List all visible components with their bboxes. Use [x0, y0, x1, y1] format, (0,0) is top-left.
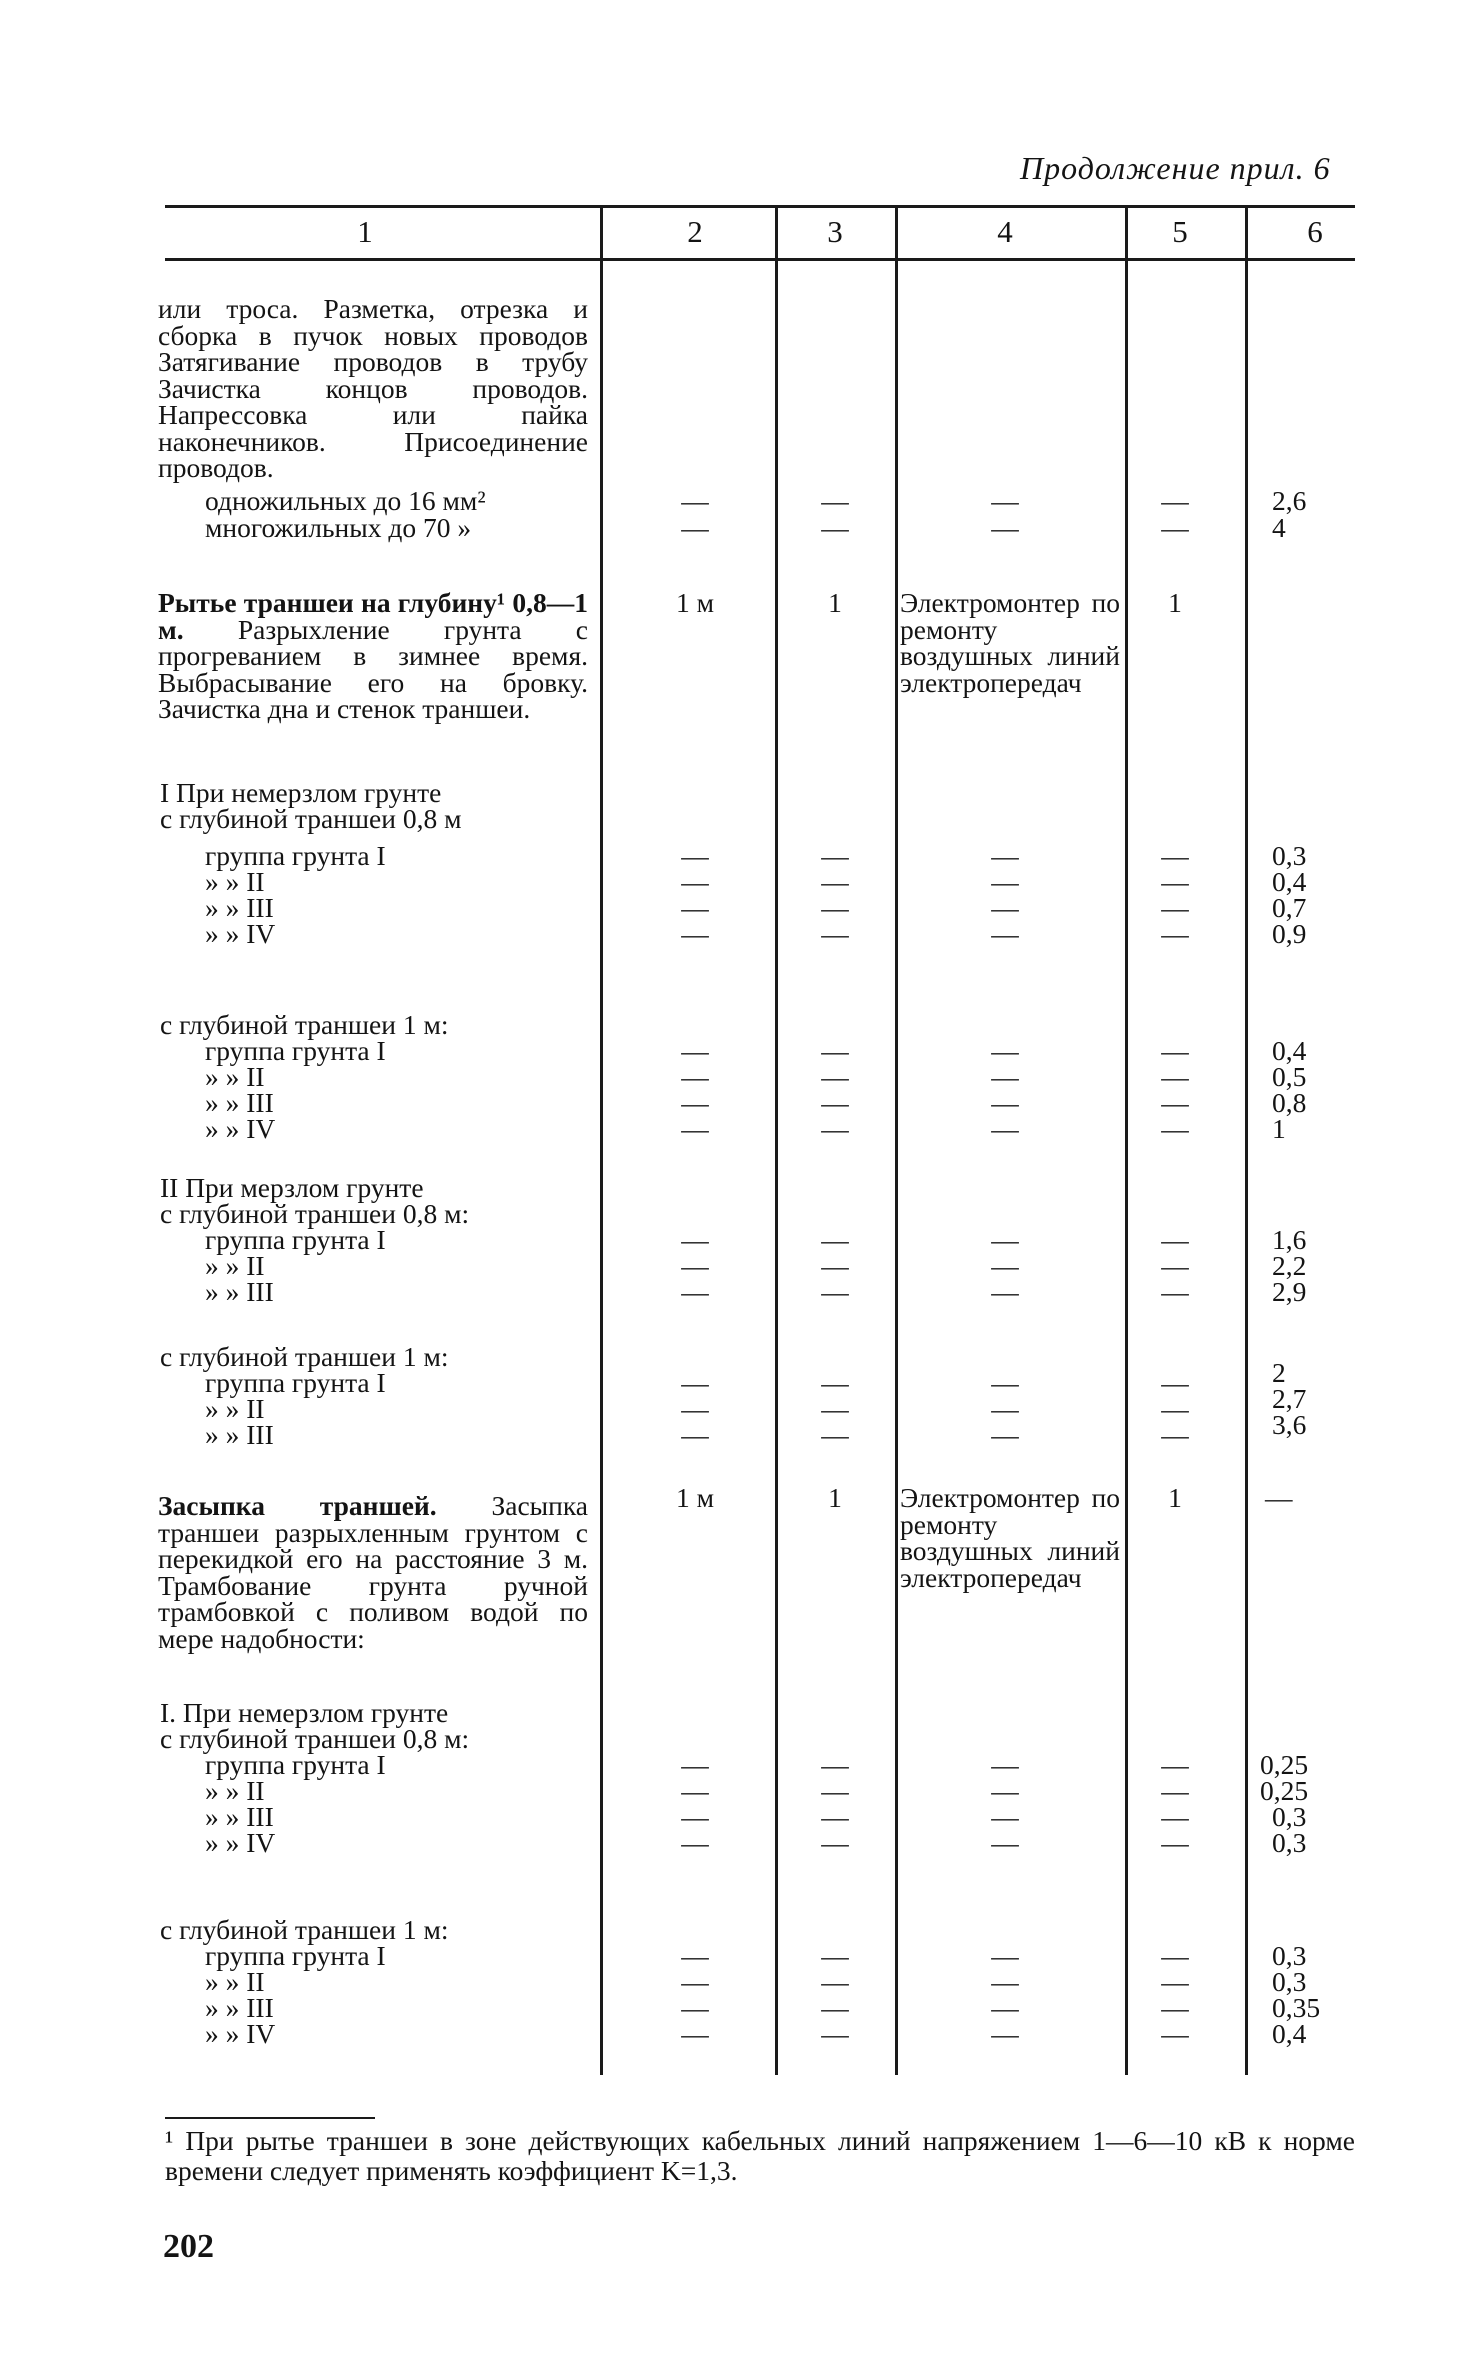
table-cell: —	[681, 1393, 709, 1424]
table-cell: —	[1161, 2018, 1189, 2049]
norm-value: 0,9	[1272, 918, 1307, 949]
table-cell: —	[821, 918, 849, 949]
list-item: » » III	[205, 1087, 274, 1118]
list-item: » » II	[205, 1775, 265, 1806]
worker-text: Электромонтер по ремонту воздушных линий электропередач	[900, 587, 1120, 698]
norm-value: 2,9	[1272, 1276, 1307, 1307]
table-cell: —	[821, 1393, 849, 1424]
backfill-text	[158, 1490, 589, 1654]
table-cell: —	[1161, 1801, 1189, 1832]
list-item: группа грунта I	[205, 1940, 386, 1971]
footnote: ¹ При рытье траншеи в зоне действующих кабельных линий напряжением 1—6—10 кВ к норме времени следует применять коэффициент K=1,3.	[165, 2125, 1355, 2186]
table-cell: —	[1161, 1393, 1189, 1424]
depth-heading: с глубиной траншеи 0,8 м:	[160, 1198, 470, 1229]
table-cell: —	[991, 1992, 1019, 2023]
norm-value: 0,25	[1260, 1749, 1309, 1780]
list-item: » » III	[205, 1992, 274, 2023]
list-item: » » III	[205, 1801, 274, 1832]
column-divider-3	[895, 205, 898, 2075]
quantity-cell: 1	[828, 1482, 842, 1513]
table-cell: —	[681, 1367, 709, 1398]
norm-value: 0,3	[1272, 1827, 1307, 1858]
table-cell: —	[681, 1992, 709, 2023]
table-cell: —	[991, 1393, 1019, 1424]
table-cell: —	[821, 1827, 849, 1858]
norm-value: 2,6	[1272, 485, 1307, 516]
table-cell: —	[681, 1276, 709, 1307]
table-cell: —	[681, 892, 709, 923]
section-heading: II При мерзлом грунте	[160, 1172, 424, 1203]
norm-value: 2,7	[1272, 1383, 1307, 1414]
table-cell: —	[1161, 1087, 1189, 1118]
depth-heading: с глубиной траншеи 1 м:	[160, 1341, 449, 1372]
table-cell: —	[991, 1827, 1019, 1858]
list-item: одножильных до 16 мм²	[205, 485, 486, 516]
table-cell: —	[1161, 1775, 1189, 1806]
table-cell: —	[681, 1250, 709, 1281]
backfill-body: Засыпка траншеи разрыхленным грунтом с перекидкой его на расстояние 3 м. Трамбование грунта ручной трамбовкой с поливом водой по мере надобности:	[158, 1490, 589, 1654]
norm-value: 0,3	[1272, 1966, 1307, 1997]
table-cell: —	[1161, 1224, 1189, 1255]
column-divider-4	[1125, 205, 1128, 2075]
table-cell: —	[681, 1113, 709, 1144]
norm-value: 2	[1272, 1357, 1286, 1388]
norm-value: 0,8	[1272, 1087, 1307, 1118]
norm-value: 0,3	[1272, 840, 1307, 871]
table-cell: —	[991, 1087, 1019, 1118]
column-number-1: 1	[357, 214, 373, 249]
table-cell: —	[1161, 1367, 1189, 1398]
norm-value: 1	[1272, 1113, 1286, 1144]
table-cell: —	[821, 1113, 849, 1144]
table-cell: —	[821, 1419, 849, 1450]
column-divider-5	[1245, 205, 1248, 2075]
list-item: » » IV	[205, 1113, 276, 1144]
trench-digging-text	[158, 587, 589, 724]
table-cell: —	[1161, 840, 1189, 871]
quantity-cell: 1	[828, 587, 842, 618]
table-cell: —	[1161, 1035, 1189, 1066]
table-cell: —	[991, 1940, 1019, 1971]
table-cell: —	[681, 1749, 709, 1780]
table-cell: —	[821, 866, 849, 897]
table-cell: —	[1161, 918, 1189, 949]
table-cell: —	[991, 1367, 1019, 1398]
worker-cell	[900, 587, 1120, 698]
table-cell: —	[991, 892, 1019, 923]
table-cell: —	[821, 1087, 849, 1118]
norm-value: 0,35	[1272, 1992, 1321, 2023]
table-cell: —	[991, 918, 1019, 949]
backfill-description	[158, 1490, 589, 1654]
footnote-rule	[165, 2117, 375, 2119]
table-cell: —	[821, 1250, 849, 1281]
table-cell: —	[1161, 1940, 1189, 1971]
list-item: » » II	[205, 1250, 265, 1281]
table-cell: —	[681, 1966, 709, 1997]
section-heading: I При немерзлом грунте	[160, 777, 442, 808]
list-item: » » IV	[205, 1827, 276, 1858]
list-item: » » II	[205, 866, 265, 897]
table-cell: —	[1161, 1113, 1189, 1144]
list-item: группа грунта I	[205, 840, 386, 871]
norm-value: 2,2	[1272, 1250, 1307, 1281]
table-cell: —	[991, 1801, 1019, 1832]
table-cell: —	[991, 1035, 1019, 1066]
table-cell: —	[681, 840, 709, 871]
continuation-note: Продолжение прил. 6	[1020, 150, 1331, 186]
table-cell: —	[1161, 1419, 1189, 1450]
list-item: » » II	[205, 1393, 265, 1424]
depth-heading: с глубиной траншеи 1 м:	[160, 1009, 449, 1040]
list-item: группа грунта I	[205, 1035, 386, 1066]
table-cell: —	[991, 1749, 1019, 1780]
table-cell: —	[821, 840, 849, 871]
table-cell: —	[991, 1250, 1019, 1281]
list-item: » » III	[205, 892, 274, 923]
trench-digging-title: Рытье траншеи на глубину¹ 0,8—1 м.	[158, 587, 588, 645]
table-cell: —	[681, 1419, 709, 1450]
count-cell: 1	[1168, 587, 1182, 618]
table-cell: —	[681, 485, 709, 516]
table-cell: —	[991, 1775, 1019, 1806]
table-cell: —	[991, 512, 1019, 543]
table-cell: —	[1161, 1276, 1189, 1307]
list-item: » » II	[205, 1061, 265, 1092]
depth-heading: с глубиной траншеи 1 м:	[160, 1914, 449, 1945]
column-number-6: 6	[1307, 214, 1323, 249]
list-item: группа грунта I	[205, 1749, 386, 1780]
table-cell: —	[821, 485, 849, 516]
table-cell: —	[991, 1276, 1019, 1307]
table-cell: —	[1161, 892, 1189, 923]
table-cell: —	[821, 1367, 849, 1398]
list-item: » » III	[205, 1276, 274, 1307]
table-cell: —	[821, 1061, 849, 1092]
table-cell: —	[991, 2018, 1019, 2049]
table-cell: —	[1161, 866, 1189, 897]
cable-work-text: или троса. Разметка, отрезка и сборка в пучок новых проводов Затягивание проводов в трубу Зачистка концов проводов. Напрессовка или пайка наконечников. Присоединение проводов.	[158, 293, 588, 483]
table-cell: —	[681, 512, 709, 543]
table-cell: —	[821, 1992, 849, 2023]
norm-value: 0,4	[1272, 2018, 1307, 2049]
table-cell: —	[681, 1035, 709, 1066]
table-cell: —	[991, 1224, 1019, 1255]
table-cell: —	[991, 1113, 1019, 1144]
table-cell: —	[681, 1827, 709, 1858]
norm-value: 3,6	[1272, 1409, 1307, 1440]
list-item: » » II	[205, 1966, 265, 1997]
section-heading: I. При немерзлом грунте	[160, 1697, 449, 1728]
table-cell: —	[821, 1775, 849, 1806]
table-cell: —	[1161, 1827, 1189, 1858]
table-cell: —	[991, 1061, 1019, 1092]
table-cell: —	[821, 1224, 849, 1255]
norm-value: 0,25	[1260, 1775, 1309, 1806]
trench-digging-body: Разрыхление грунта с прогреванием в зимнее время. Выбрасывание его на бровку. Зачистка дна и стенок траншеи.	[158, 613, 589, 724]
norm-value: 4	[1272, 512, 1286, 543]
table-cell: —	[821, 1801, 849, 1832]
table-cell: —	[991, 1966, 1019, 1997]
column-divider-1	[600, 205, 603, 2075]
depth-heading: с глубиной траншеи 0,8 м:	[160, 1723, 470, 1754]
table-cell: —	[681, 1775, 709, 1806]
table-cell: —	[821, 1276, 849, 1307]
table-cell: —	[821, 2018, 849, 2049]
table-header-rule	[165, 258, 1355, 261]
unit-cell: 1 м	[675, 1482, 715, 1513]
table-cell: —	[1161, 512, 1189, 543]
trench-digging-description	[158, 587, 589, 724]
table-cell: —	[1161, 1061, 1189, 1092]
table-cell: —	[991, 485, 1019, 516]
list-item: группа грунта I	[205, 1224, 386, 1255]
table-cell: —	[821, 1749, 849, 1780]
column-divider-2	[775, 205, 778, 2075]
column-number-3: 3	[827, 214, 843, 249]
table-cell: —	[681, 2018, 709, 2049]
table-top-rule	[165, 205, 1355, 208]
table-cell: —	[681, 918, 709, 949]
norm-value: 0,3	[1272, 1940, 1307, 1971]
norm-value: 0,3	[1272, 1801, 1307, 1832]
unit-cell: 1 м	[675, 587, 715, 618]
table-cell: —	[681, 1801, 709, 1832]
norm-value: 0,5	[1272, 1061, 1307, 1092]
norm-value: 0,7	[1272, 892, 1307, 923]
table-cell: —	[821, 512, 849, 543]
list-item: группа грунта I	[205, 1367, 386, 1398]
table-cell: —	[1161, 1749, 1189, 1780]
table-cell: —	[681, 1087, 709, 1118]
table-cell: —	[681, 866, 709, 897]
page-number: 202	[163, 2228, 214, 2265]
worker-text: Электромонтер по ремонту воздушных линий электропередач	[900, 1482, 1120, 1593]
table-cell: —	[681, 1224, 709, 1255]
cable-work-description	[158, 293, 588, 483]
column-number-2: 2	[687, 214, 703, 249]
table-cell: —	[821, 1966, 849, 1997]
backfill-title: Засыпка траншей.	[158, 1490, 437, 1521]
list-item: » » III	[205, 1419, 274, 1450]
column-number-4: 4	[997, 214, 1013, 249]
list-item: » » IV	[205, 2018, 276, 2049]
table-cell: —	[1161, 1250, 1189, 1281]
table-cell: —	[991, 866, 1019, 897]
depth-heading: с глубиной траншеи 0,8 м	[160, 803, 462, 834]
norm-value: 0,4	[1272, 1035, 1307, 1066]
table-cell: —	[821, 892, 849, 923]
table-cell: —	[821, 1035, 849, 1066]
table-cell: —	[1161, 1992, 1189, 2023]
norm-value: 0,4	[1272, 866, 1307, 897]
norm-value: 1,6	[1272, 1224, 1307, 1255]
norm-value: —	[1265, 1482, 1293, 1513]
table-cell: —	[681, 1061, 709, 1092]
table-cell: —	[1161, 485, 1189, 516]
table-cell: —	[991, 1419, 1019, 1450]
table-cell: —	[991, 840, 1019, 871]
table-cell: —	[681, 1940, 709, 1971]
table-cell: —	[1161, 1966, 1189, 1997]
worker-cell	[900, 1482, 1120, 1593]
count-cell: 1	[1168, 1482, 1182, 1513]
list-item: многожильных до 70 »	[205, 512, 472, 543]
table-cell: —	[821, 1940, 849, 1971]
column-number-5: 5	[1172, 214, 1188, 249]
list-item: » » IV	[205, 918, 276, 949]
